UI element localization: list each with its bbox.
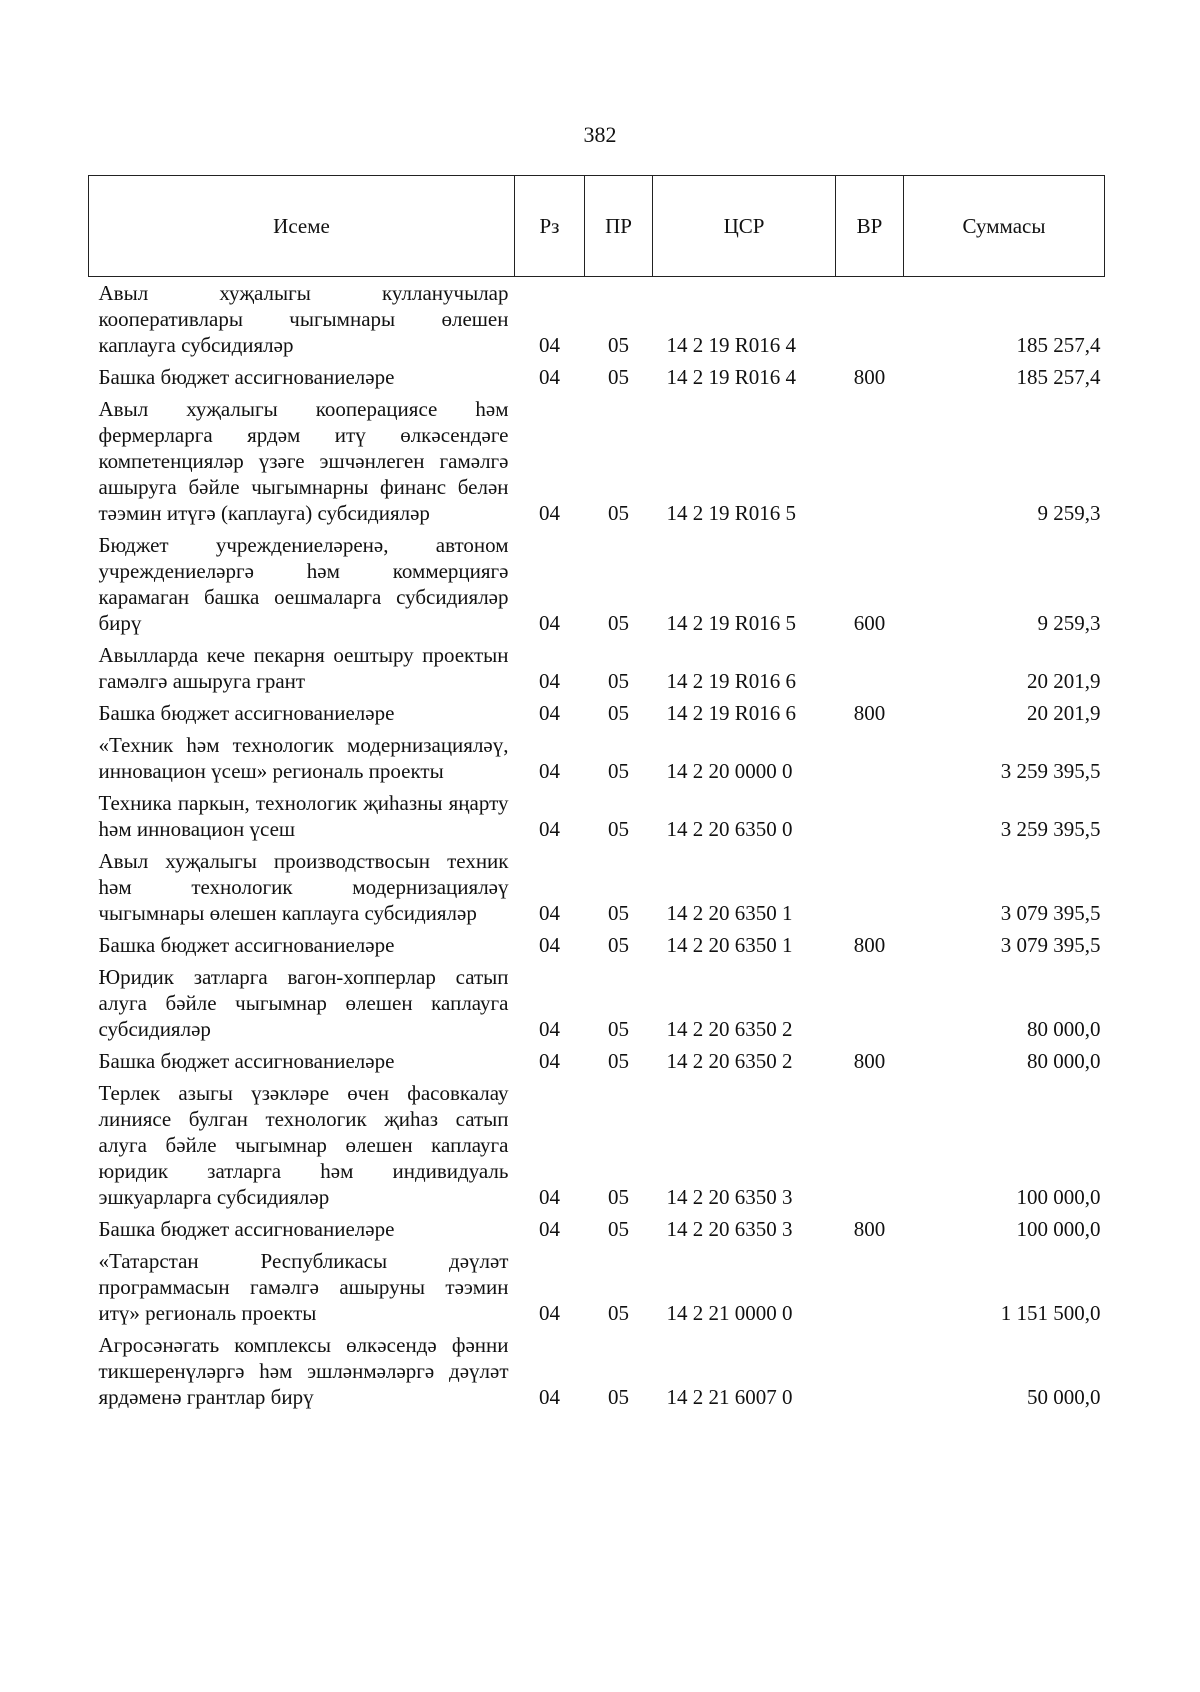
row-pr: 05 xyxy=(608,1049,629,1073)
row-csr: 14 2 20 6350 2 xyxy=(666,1049,793,1073)
table-row xyxy=(89,1045,1105,1077)
header-pr: ПР xyxy=(585,176,653,277)
table-row xyxy=(89,393,1105,529)
row-vr: 800 xyxy=(853,701,886,725)
row-name: Башка бюджет ассигнованиеләре xyxy=(98,1049,395,1073)
row-csr: 14 2 20 6350 2 xyxy=(666,1017,793,1041)
row-pr: 05 xyxy=(608,759,629,783)
row-pr: 05 xyxy=(608,1017,629,1041)
row-sum: 185 257,4 xyxy=(1016,365,1101,389)
row-name: Юридик затларга вагон-хопперлар сатып алуга бәйле чыгымнар өлешен каплауга субсидияләр xyxy=(98,965,509,1041)
row-csr: 14 2 20 0000 0 xyxy=(666,759,793,783)
row-vr: 800 xyxy=(853,365,886,389)
row-rz: 04 xyxy=(539,501,560,525)
header-vr: ВР xyxy=(836,176,904,277)
row-pr: 05 xyxy=(608,1185,629,1209)
row-rz: 04 xyxy=(539,901,560,925)
row-name: Терлек азыгы үзәкләре өчен фасовкалау линиясе булган технологик җиһаз сатып алуга бәйле чыгымнар өлешен каплауга юридик затларга һәм индивидуаль эшкуарларга субсидияләр xyxy=(98,1081,509,1209)
row-vr xyxy=(836,1245,904,1329)
row-sum: 20 201,9 xyxy=(1027,701,1101,725)
row-sum: 3 079 395,5 xyxy=(1000,933,1101,957)
row-vr xyxy=(836,1077,904,1213)
header-csr: ЦСР xyxy=(653,176,836,277)
row-pr: 05 xyxy=(608,611,629,635)
row-rz: 04 xyxy=(539,701,560,725)
row-sum: 100 000,0 xyxy=(1016,1217,1101,1241)
row-name: Авыл хуҗалыгы кулланучылар кооперативлары чыгымнары өлешен каплауга субсидияләр xyxy=(98,281,509,357)
row-csr: 14 2 21 6007 0 xyxy=(666,1385,793,1409)
table-row xyxy=(89,929,1105,961)
row-vr xyxy=(836,393,904,529)
row-sum: 3 259 395,5 xyxy=(1000,817,1101,841)
table-row xyxy=(89,697,1105,729)
row-name: Авыл хуҗалыгы кооперациясе һәм фермерларга ярдәм итү өлкәсендәге компетенцияләр үзәге эшчәнлеген гамәлгә ашыруга бәйле чыгымнарны финанс белән тәэмин итүгә (каплауга) субсидияләр xyxy=(98,397,509,525)
row-vr: 600 xyxy=(853,611,886,635)
table-row xyxy=(89,639,1105,697)
row-sum: 1 151 500,0 xyxy=(1000,1301,1101,1325)
row-csr: 14 2 20 6350 0 xyxy=(666,817,793,841)
header-name: Исеме xyxy=(89,176,515,277)
row-rz: 04 xyxy=(539,1217,560,1241)
row-name: Башка бюджет ассигнованиеләре xyxy=(98,1217,395,1241)
row-sum: 50 000,0 xyxy=(1027,1385,1101,1409)
row-rz: 04 xyxy=(539,669,560,693)
row-csr: 14 2 20 6350 1 xyxy=(666,933,793,957)
row-vr xyxy=(836,1329,904,1413)
row-rz: 04 xyxy=(539,611,560,635)
row-sum: 9 259,3 xyxy=(1037,611,1101,635)
table-row xyxy=(89,729,1105,787)
row-pr: 05 xyxy=(608,333,629,357)
row-pr: 05 xyxy=(608,901,629,925)
table-row xyxy=(89,787,1105,845)
row-sum: 80 000,0 xyxy=(1027,1049,1101,1073)
header-sum: Суммасы xyxy=(904,176,1105,277)
row-name: Авылларда кече пекарня оештыру проектын гамәлгә ашыруга грант xyxy=(98,643,509,693)
table-row xyxy=(89,961,1105,1045)
row-rz: 04 xyxy=(539,933,560,957)
row-vr xyxy=(836,639,904,697)
row-sum: 9 259,3 xyxy=(1037,501,1101,525)
table-header xyxy=(89,176,1105,277)
header-rz: Рз xyxy=(515,176,585,277)
row-pr: 05 xyxy=(608,501,629,525)
table-row xyxy=(89,845,1105,929)
table-row xyxy=(89,1245,1105,1329)
row-rz: 04 xyxy=(539,1301,560,1325)
row-csr: 14 2 19 R016 6 xyxy=(666,701,797,725)
row-sum: 3 079 395,5 xyxy=(1000,901,1101,925)
row-pr: 05 xyxy=(608,1301,629,1325)
row-csr: 14 2 19 R016 6 xyxy=(666,669,797,693)
row-pr: 05 xyxy=(608,669,629,693)
table-row xyxy=(89,529,1105,639)
row-name: Башка бюджет ассигнованиеләре xyxy=(98,365,395,389)
row-csr: 14 2 20 6350 3 xyxy=(666,1185,793,1209)
row-rz: 04 xyxy=(539,1049,560,1073)
row-rz: 04 xyxy=(539,333,560,357)
row-sum: 20 201,9 xyxy=(1027,669,1101,693)
budget-table xyxy=(88,175,1105,1413)
row-vr xyxy=(836,729,904,787)
row-sum: 80 000,0 xyxy=(1027,1017,1101,1041)
row-vr: 800 xyxy=(853,1217,886,1241)
row-rz: 04 xyxy=(539,1385,560,1409)
row-rz: 04 xyxy=(539,1185,560,1209)
row-name: Башка бюджет ассигнованиеләре xyxy=(98,933,395,957)
row-rz: 04 xyxy=(539,759,560,783)
row-csr: 14 2 21 0000 0 xyxy=(666,1301,793,1325)
row-csr: 14 2 20 6350 3 xyxy=(666,1217,793,1241)
row-pr: 05 xyxy=(608,817,629,841)
row-vr xyxy=(836,845,904,929)
row-vr xyxy=(836,787,904,845)
row-sum: 3 259 395,5 xyxy=(1000,759,1101,783)
row-csr: 14 2 19 R016 4 xyxy=(666,365,797,389)
row-rz: 04 xyxy=(539,1017,560,1041)
row-pr: 05 xyxy=(608,933,629,957)
table-row xyxy=(89,1077,1105,1213)
table-row xyxy=(89,361,1105,393)
row-csr: 14 2 19 R016 4 xyxy=(666,333,797,357)
table-row xyxy=(89,1213,1105,1245)
row-pr: 05 xyxy=(608,1217,629,1241)
row-name: «Техник һәм технологик модернизацияләү, инновацион үсеш» региональ проекты xyxy=(98,733,509,783)
table-row xyxy=(89,277,1105,362)
row-csr: 14 2 19 R016 5 xyxy=(666,611,797,635)
row-rz: 04 xyxy=(539,817,560,841)
row-vr xyxy=(836,961,904,1045)
row-rz: 04 xyxy=(539,365,560,389)
page-number: 382 xyxy=(583,122,617,147)
row-name: Бюджет учреждениеләренә, автоном учреждениеләргә һәм коммерциягә карамаган башка оешмаларга субсидияләр бирү xyxy=(98,533,509,635)
table-row xyxy=(89,1329,1105,1413)
row-csr: 14 2 19 R016 5 xyxy=(666,501,797,525)
row-pr: 05 xyxy=(608,365,629,389)
row-sum: 185 257,4 xyxy=(1016,333,1101,357)
row-name: Башка бюджет ассигнованиеләре xyxy=(98,701,395,725)
row-pr: 05 xyxy=(608,1385,629,1409)
table-body xyxy=(89,277,1105,1414)
row-sum: 100 000,0 xyxy=(1016,1185,1101,1209)
row-name: Агросәнәгать комплексы өлкәсендә фәнни тикшеренүләргә һәм эшләнмәләргә дәүләт ярдәменә грантлар бирү xyxy=(98,1333,509,1409)
row-name: Техника паркын, технологик җиһазны яңарту һәм инновацион үсеш xyxy=(98,791,509,841)
row-pr: 05 xyxy=(608,701,629,725)
row-vr xyxy=(836,277,904,362)
row-name: «Татарстан Республикасы дәүләт программасын гамәлгә ашыруны тәэмин итү» региональ проекты xyxy=(98,1249,509,1325)
row-vr: 800 xyxy=(853,933,886,957)
row-vr: 800 xyxy=(853,1049,886,1073)
row-name: Авыл хуҗалыгы производствосын техник һәм технологик модернизацияләү чыгымнары өлешен каплауга субсидияләр xyxy=(98,849,509,925)
row-csr: 14 2 20 6350 1 xyxy=(666,901,793,925)
